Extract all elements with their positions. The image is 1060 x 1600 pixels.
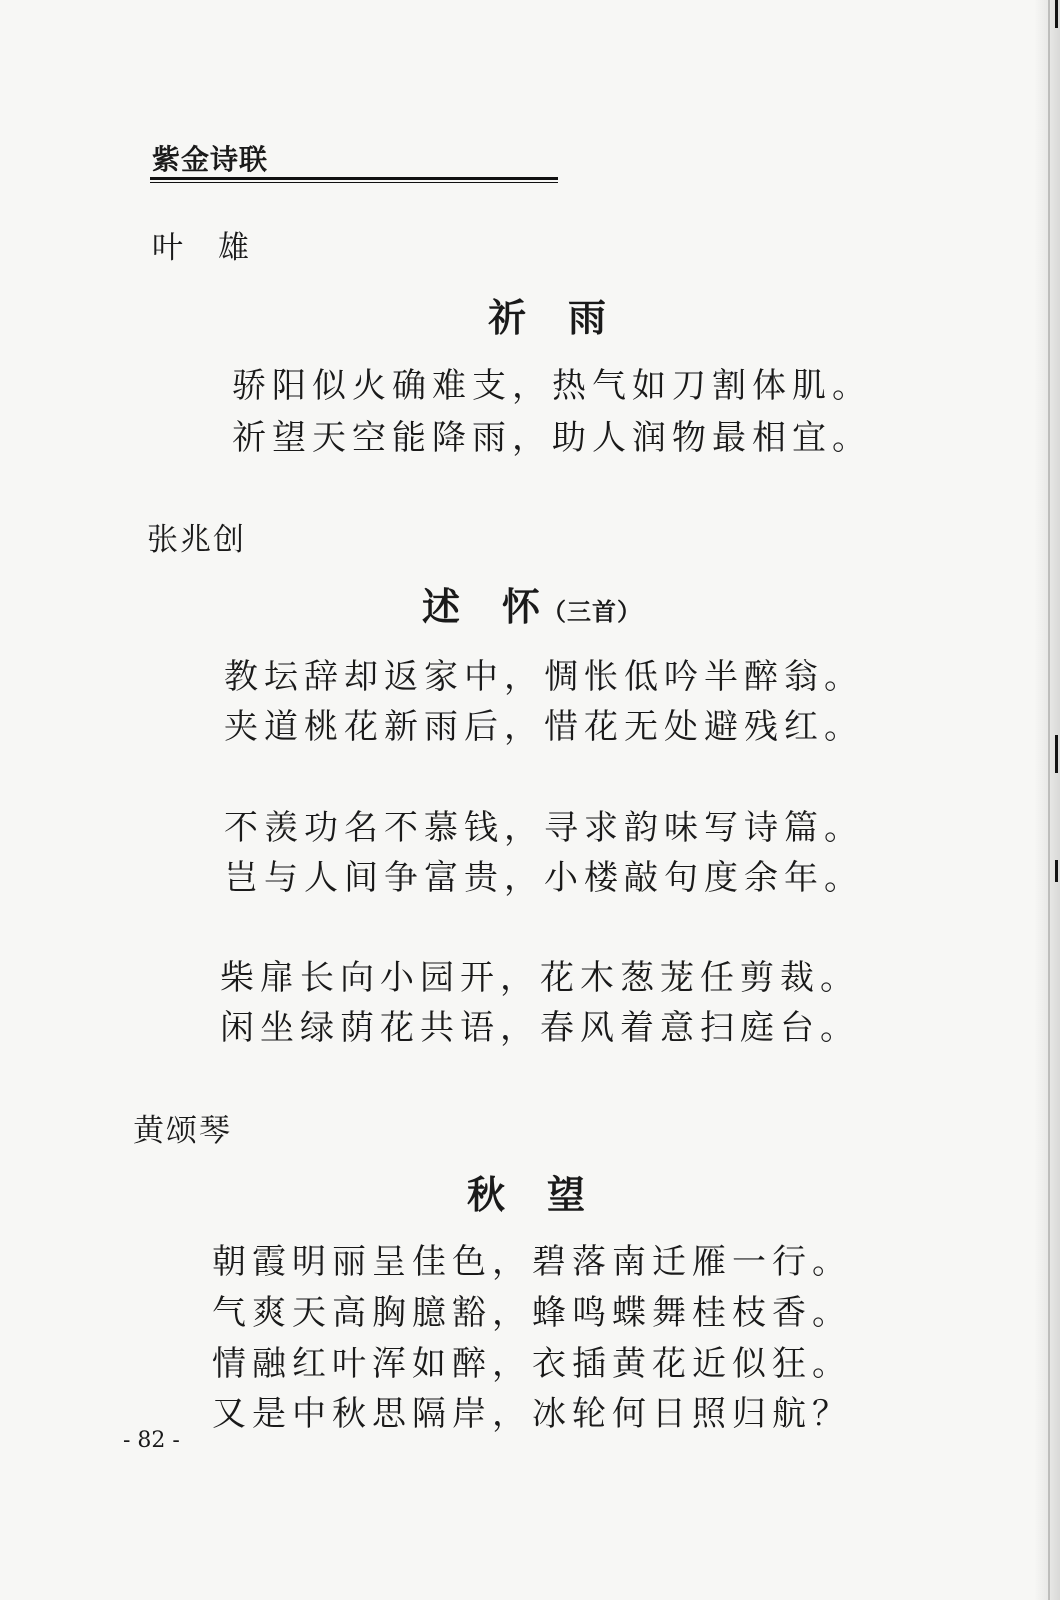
poem-title xyxy=(467,1164,587,1219)
poem-line: 闲坐绿荫花共语，春风着意扫庭台。 xyxy=(220,1008,860,1048)
poem-line: 气爽天高胸臆豁，蜂鸣蝶舞桂枝香。 xyxy=(212,1293,852,1333)
poem-title-text: 述 怀 xyxy=(422,584,543,629)
poem-line: 朝霞明丽呈佳色，碧落南迁雁一行。 xyxy=(212,1242,852,1282)
header-rule xyxy=(150,182,558,183)
poem-author: 张兆创 xyxy=(147,522,246,558)
poem-title xyxy=(488,287,608,342)
poem-line: 教坛辞却返家中，惆怅低吟半醉翁。 xyxy=(224,657,864,697)
poem-line: 祈望天空能降雨，助人润物最相宜。 xyxy=(232,418,872,458)
running-head: 紫金诗联 xyxy=(152,143,269,176)
poem-author: 黄颂琴 xyxy=(133,1113,232,1149)
poem-line: 情融红叶浑如醉，衣插黄花近似狂。 xyxy=(212,1344,852,1384)
poem-line: 又是中秋思隔岸，冰轮何日照归航？ xyxy=(212,1394,852,1434)
page-edge-shadow xyxy=(1034,0,1060,1600)
poem-title xyxy=(422,576,642,631)
poem-title-note: （三首） xyxy=(542,597,643,626)
poem-line: 不羡功名不慕钱，寻求韵味写诗篇。 xyxy=(224,808,864,848)
poem-line: 夹道桃花新雨后，惜花无处避残红。 xyxy=(224,707,864,747)
poem-line: 柴扉长向小园开，花木葱茏任剪裁。 xyxy=(220,958,860,998)
poem-author: 叶 雄 xyxy=(152,230,251,266)
page-number: - 82 - xyxy=(123,1428,180,1453)
page-edge-mark xyxy=(1055,735,1058,773)
page-edge-line xyxy=(1048,0,1050,1600)
poem-line: 骄阳似火确难支，热气如刀割体肌。 xyxy=(232,366,872,406)
page-edge-mark xyxy=(1055,0,1058,28)
header-rule xyxy=(150,177,558,180)
poem-line: 岂与人间争富贵，小楼敲句度余年。 xyxy=(224,858,864,898)
poem-title-text: 祈 雨 xyxy=(488,295,609,340)
poem-title-text: 秋 望 xyxy=(467,1172,588,1217)
page-edge-mark xyxy=(1055,860,1058,882)
